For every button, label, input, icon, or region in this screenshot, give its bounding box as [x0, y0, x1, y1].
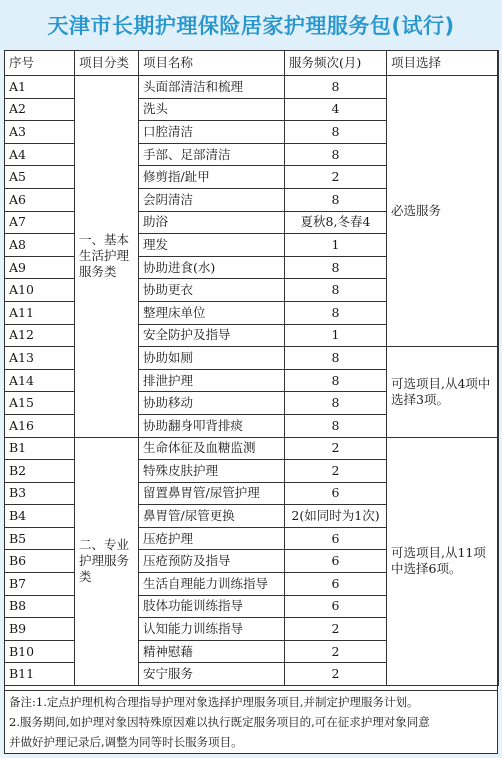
- item-id: B5: [5, 527, 75, 550]
- item-name: 整理床单位: [139, 301, 285, 324]
- item-id: A11: [5, 301, 75, 324]
- item-frequency: 8: [285, 414, 387, 437]
- item-name: 安全防护及指导: [139, 324, 285, 347]
- item-name: 助浴: [139, 211, 285, 234]
- item-id: A7: [5, 211, 75, 234]
- item-id: A2: [5, 98, 75, 121]
- item-name: 协助更衣: [139, 279, 285, 302]
- item-frequency: 6: [285, 573, 387, 596]
- item-id: B10: [5, 640, 75, 663]
- item-id: A8: [5, 234, 75, 257]
- item-id: A6: [5, 188, 75, 211]
- item-id: A4: [5, 143, 75, 166]
- bottom-strip: [0, 754, 502, 758]
- item-id: B1: [5, 437, 75, 460]
- note-line: 2.服务期间,如护理对象因特殊原因难以执行既定服务项目的,可在征求护理对象同意: [9, 715, 430, 729]
- title-banner: [0, 0, 502, 50]
- item-name: 安宁服务: [139, 663, 285, 686]
- item-frequency: 2: [285, 437, 387, 460]
- item-name: 手部、足部清洁: [139, 143, 285, 166]
- item-id: A13: [5, 347, 75, 370]
- item-id: B3: [5, 482, 75, 505]
- item-name: 肢体功能训练指导: [139, 595, 285, 618]
- item-frequency: 2: [285, 640, 387, 663]
- item-frequency: 8: [285, 188, 387, 211]
- item-frequency: 8: [285, 392, 387, 415]
- header-row: [5, 51, 499, 76]
- item-frequency: 8: [285, 301, 387, 324]
- item-name: 协助进食(水): [139, 256, 285, 279]
- item-id: B7: [5, 573, 75, 596]
- header-name: 项目名称: [139, 51, 285, 76]
- item-id: A12: [5, 324, 75, 347]
- item-id: B4: [5, 505, 75, 528]
- selection-required: 必选服务: [387, 76, 499, 347]
- item-name: 协助移动: [139, 392, 285, 415]
- item-frequency: 夏秋8,冬春4: [285, 211, 387, 234]
- item-name: 排泄护理: [139, 369, 285, 392]
- item-frequency: 6: [285, 550, 387, 573]
- item-frequency: 4: [285, 98, 387, 121]
- item-frequency: 6: [285, 482, 387, 505]
- item-frequency: 6: [285, 595, 387, 618]
- category-basic: 一、基本生活护理服务类: [75, 76, 139, 438]
- item-name: 协助翻身叩背排痰: [139, 414, 285, 437]
- item-name: 鼻胃管/尿管更换: [139, 505, 285, 528]
- item-id: A3: [5, 121, 75, 144]
- header-frequency: 服务频次(月): [285, 51, 387, 76]
- note-line: 并做好护理记录后,调整为同等时长服务项目。: [9, 735, 243, 749]
- item-name: 修剪指/趾甲: [139, 166, 285, 189]
- item-name: 压疮预防及指导: [139, 550, 285, 573]
- item-id: B9: [5, 618, 75, 641]
- item-id: B11: [5, 663, 75, 686]
- item-name: 生命体征及血糖监测: [139, 437, 285, 460]
- item-id: A1: [5, 76, 75, 99]
- item-id: B8: [5, 595, 75, 618]
- item-name: 特殊皮肤护理: [139, 460, 285, 483]
- table-row: [5, 76, 499, 99]
- item-id: B2: [5, 460, 75, 483]
- service-table: [4, 50, 499, 686]
- item-frequency: 2: [285, 618, 387, 641]
- item-name: 洗头: [139, 98, 285, 121]
- item-name: 协助如厕: [139, 347, 285, 370]
- table-row: [5, 437, 499, 460]
- item-frequency: 8: [285, 369, 387, 392]
- notes-box: [4, 690, 498, 754]
- note-line: 备注:1.定点护理机构合理指导护理对象选择护理服务项目,并制定护理服务计划。: [9, 695, 419, 709]
- item-name: 头面部清洁和梳理: [139, 76, 285, 99]
- item-id: A9: [5, 256, 75, 279]
- selection-optional-a: 可选项目,从4项中选择3项。: [387, 347, 499, 437]
- header-id: 序号: [5, 51, 75, 76]
- item-id: A16: [5, 414, 75, 437]
- item-frequency: 2(如同时为1次): [285, 505, 387, 528]
- item-name: 压疮护理: [139, 527, 285, 550]
- item-name: 精神慰藉: [139, 640, 285, 663]
- item-frequency: 1: [285, 234, 387, 257]
- item-frequency: 8: [285, 121, 387, 144]
- header-category: 项目分类: [75, 51, 139, 76]
- item-frequency: 8: [285, 279, 387, 302]
- item-name: 留置鼻胃管/尿管护理: [139, 482, 285, 505]
- item-frequency: 6: [285, 527, 387, 550]
- page-title: 天津市长期护理保险居家护理服务包(试行): [47, 14, 455, 38]
- item-frequency: 8: [285, 347, 387, 370]
- item-frequency: 2: [285, 460, 387, 483]
- item-id: A10: [5, 279, 75, 302]
- item-id: B6: [5, 550, 75, 573]
- item-name: 口腔清洁: [139, 121, 285, 144]
- item-name: 生活自理能力训练指导: [139, 573, 285, 596]
- item-frequency: 2: [285, 166, 387, 189]
- item-id: A15: [5, 392, 75, 415]
- item-frequency: 8: [285, 76, 387, 99]
- item-name: 会阴清洁: [139, 188, 285, 211]
- item-frequency: 2: [285, 663, 387, 686]
- item-frequency: 8: [285, 143, 387, 166]
- item-name: 理发: [139, 234, 285, 257]
- item-frequency: 8: [285, 256, 387, 279]
- item-frequency: 1: [285, 324, 387, 347]
- item-name: 认知能力训练指导: [139, 618, 285, 641]
- selection-optional-b: 可选项目,从11项中选择6项。: [387, 437, 499, 686]
- category-professional: 二、专业护理服务类: [75, 437, 139, 686]
- header-selection: 项目选择: [387, 51, 499, 76]
- item-id: A5: [5, 166, 75, 189]
- item-id: A14: [5, 369, 75, 392]
